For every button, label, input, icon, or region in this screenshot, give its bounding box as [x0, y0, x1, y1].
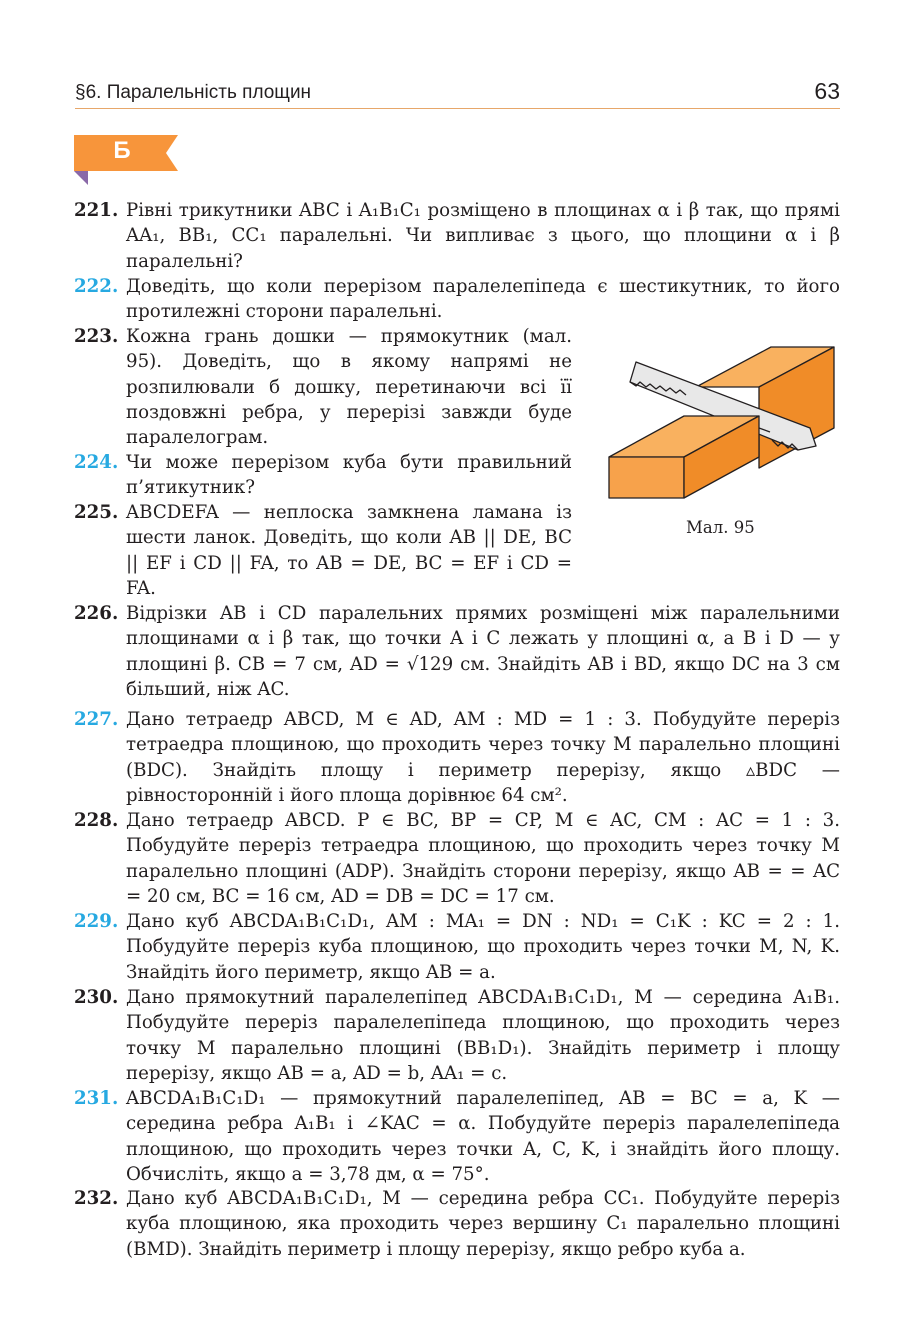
problem-text: Дано куб ABCDA₁B₁C₁D₁, AM : MA₁ = DN : ND₁ = C₁K : KC = 2 : 1. Побудуйте переріз куба площиною, що проходить через точки M, N, K. Знайдіть його периметр, якщо AB = a.	[126, 911, 840, 983]
problem-number: 225.	[74, 502, 119, 523]
problem-227	[74, 707, 840, 808]
problem-230	[74, 985, 840, 1086]
problem-text: Дано тетраедр ABCD, M ∈ AD, AM : MD = 1 : 3. Побудуйте переріз тетраедра площиною, що проходить через точку M паралельно площині (BDC). Знайдіть площу і периметр перерізу, якщо ▵BDC — рівносторонній і його площа дорівнює 64 см².	[126, 709, 840, 806]
problem-226	[74, 601, 840, 702]
problem-number: 230.	[74, 987, 119, 1008]
level-letter: Б	[113, 137, 131, 164]
problem-231	[74, 1086, 840, 1187]
problem-text: Кожна грань дошки — прямокутник (мал. 95). Доведіть, що в якому напрямі не розпилювали б дошку, перетинаючи всі її поздовжні ребра, у перерізі завжди буде паралелограм.	[126, 326, 572, 449]
problem-221	[74, 198, 840, 274]
problem-229	[74, 909, 840, 985]
figure-caption: Мал. 95	[686, 518, 755, 537]
problem-228	[74, 808, 840, 909]
problem-number: 232.	[74, 1188, 119, 1209]
problem-number: 231.	[74, 1088, 119, 1109]
problem-number: 223.	[74, 326, 119, 347]
problem-232	[74, 1186, 840, 1262]
problem-number: 222.	[74, 276, 119, 297]
problem-225	[74, 500, 572, 601]
problem-text: Доведіть, що коли перерізом паралелепіпеда є шестикутник, то його протилежні сторони паралельні.	[126, 276, 840, 323]
problem-text: Відрізки AB і CD паралельних прямих розміщені між паралельними площинами α і β так, що точки A і C лежать у площині α, а B і D — у площині β. CB = 7 см, AD = √129 см. Знайдіть AB і BD, якщо DC на 3 см більший, ніж AC.	[126, 603, 840, 700]
board-saw-illustration-icon	[600, 340, 840, 510]
problem-number: 221.	[74, 200, 119, 221]
difficulty-level-badge	[74, 135, 180, 187]
page-number: 63	[814, 78, 840, 104]
problem-number: 228.	[74, 810, 119, 831]
problem-text: Дано прямокутний паралелепіпед ABCDA₁B₁C₁D₁, M — середина A₁B₁. Побудуйте переріз паралелепіпеда площиною, що проходить через точку M паралельно площині (BB₁D₁). Знайдіть периметр і площу перерізу, якщо AB = a, AD = b, AA₁ = c.	[126, 987, 840, 1084]
problem-text: Чи може перерізом куба бути правильний п’ятикутник?	[126, 452, 572, 499]
problem-222	[74, 274, 840, 325]
problem-number: 227.	[74, 709, 119, 730]
problem-number: 224.	[74, 452, 119, 473]
figure-95-board-saw	[600, 340, 840, 510]
page-header	[75, 78, 840, 109]
problem-224	[74, 450, 572, 501]
section-title: §6. Паралельність площин	[75, 82, 312, 103]
problem-text: Дано тетраедр ABCD. P ∈ BC, BP = CP, M ∈ AC, CM : AC = 1 : 3. Побудуйте переріз тетраедра площиною, що проходить через точку M паралельно площині (ADP). Знайдіть сторони перерізу, якщо AB = = AC = 20 см, BC = 16 см, AD = DB = DC = 17 см.	[126, 810, 840, 907]
problem-223	[74, 324, 572, 450]
problem-number: 226.	[74, 603, 119, 624]
problem-number: 229.	[74, 911, 119, 932]
problem-text: Дано куб ABCDA₁B₁C₁D₁, M — середина ребра CC₁. Побудуйте переріз куба площиною, яка проходить через вершину C₁ паралельно площині (BMD). Знайдіть периметр і площу перерізу, якщо ребро куба a.	[126, 1188, 840, 1260]
problem-text: ABCDEFA — неплоска замкнена ламана із шести ланок. Доведіть, що коли AB || DE, BC || EF і CD || FA, то AB = DE, BC = EF і CD = FA.	[126, 502, 572, 599]
problem-text: ABCDA₁B₁C₁D₁ — прямокутний паралелепіпед, AB = BC = a, K — середина ребра A₁B₁ і ∠KAC = α. Побудуйте переріз паралелепіпеда площиною, що проходить через точки A, C, K, і знайдіть його площу. Обчисліть, якщо a = 3,78 дм, α = 75°.	[126, 1088, 840, 1185]
problem-text: Рівні трикутники ABC і A₁B₁C₁ розміщено в площинах α і β так, що прямі AA₁, BB₁, CC₁ паралельні. Чи випливає з цього, що площини α і β паралельні?	[126, 200, 840, 272]
